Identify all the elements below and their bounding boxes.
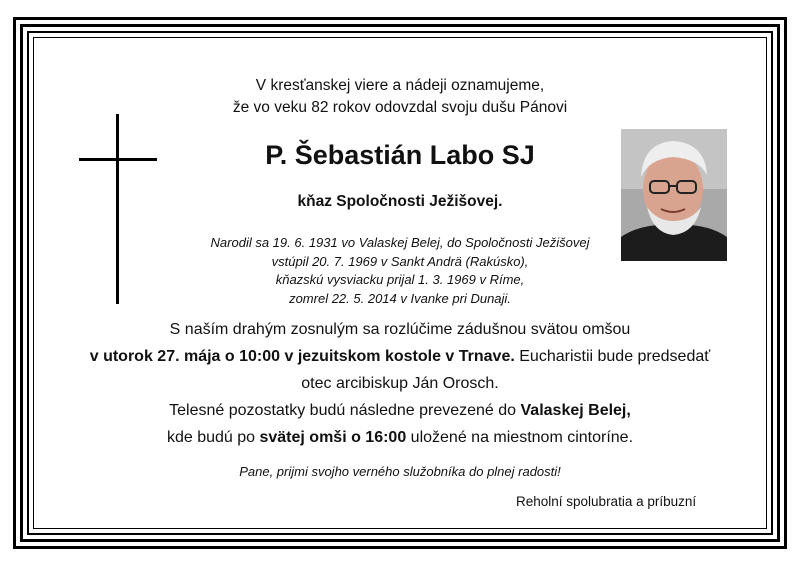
ceremony-line-3: otec arcibiskup Ján Orosch.	[301, 375, 499, 392]
deceased-name: P. Šebastián Labo SJ	[265, 140, 535, 170]
ceremony-line-5	[0, 429, 800, 447]
signature: Reholní spolubratia a príbuzní	[516, 494, 697, 509]
bio-line-4: zomrel 22. 5. 2014 v Ivanke pri Dunaji.	[289, 291, 511, 306]
ceremony-line-4	[0, 402, 800, 420]
burial-time: svätej omši o 16:00	[259, 429, 407, 446]
intro-line-1: V kresťanskej viere a nádeji oznamujeme,	[255, 77, 545, 94]
burial-place: Valaskej Belej,	[520, 402, 631, 419]
ceremony-line-4-pre: Telesné pozostatky budú následne prevezené do	[169, 402, 521, 419]
ceremony-line-5-pre: kde budú po	[166, 429, 260, 446]
ceremony-line-5-post: uložené na miestnom cintoríne.	[406, 429, 634, 446]
intro-line-2: že vo veku 82 rokov odovzdal svoju dušu Pánovi	[232, 99, 568, 116]
deceased-role: kňaz Spoločnosti Ježišovej.	[297, 193, 503, 210]
ceremony-line-2-rest: Eucharistii bude predsedať	[514, 348, 711, 365]
bio-line-1: Narodil sa 19. 6. 1931 vo Valaskej Belej, do Spoločnosti Ježišovej	[210, 235, 590, 250]
prayer-line: Pane, prijmi svojho verného služobníka do plnej radosti!	[239, 464, 561, 479]
ceremony-line-2	[0, 348, 800, 366]
bio-line-3: kňazskú vysviacku prijal 1. 3. 1969 v Ríme,	[275, 272, 525, 287]
bio-line-2: vstúpil 20. 7. 1969 v Sankt Andrä (Rakúsko),	[271, 254, 529, 269]
ceremony-line-1: S naším drahým zosnulým sa rozlúčime zádušnou svätou omšou	[169, 321, 631, 338]
ceremony-date-time: v utorok 27. mája o 10:00 v jezuitskom kostole v Trnave.	[89, 348, 515, 365]
